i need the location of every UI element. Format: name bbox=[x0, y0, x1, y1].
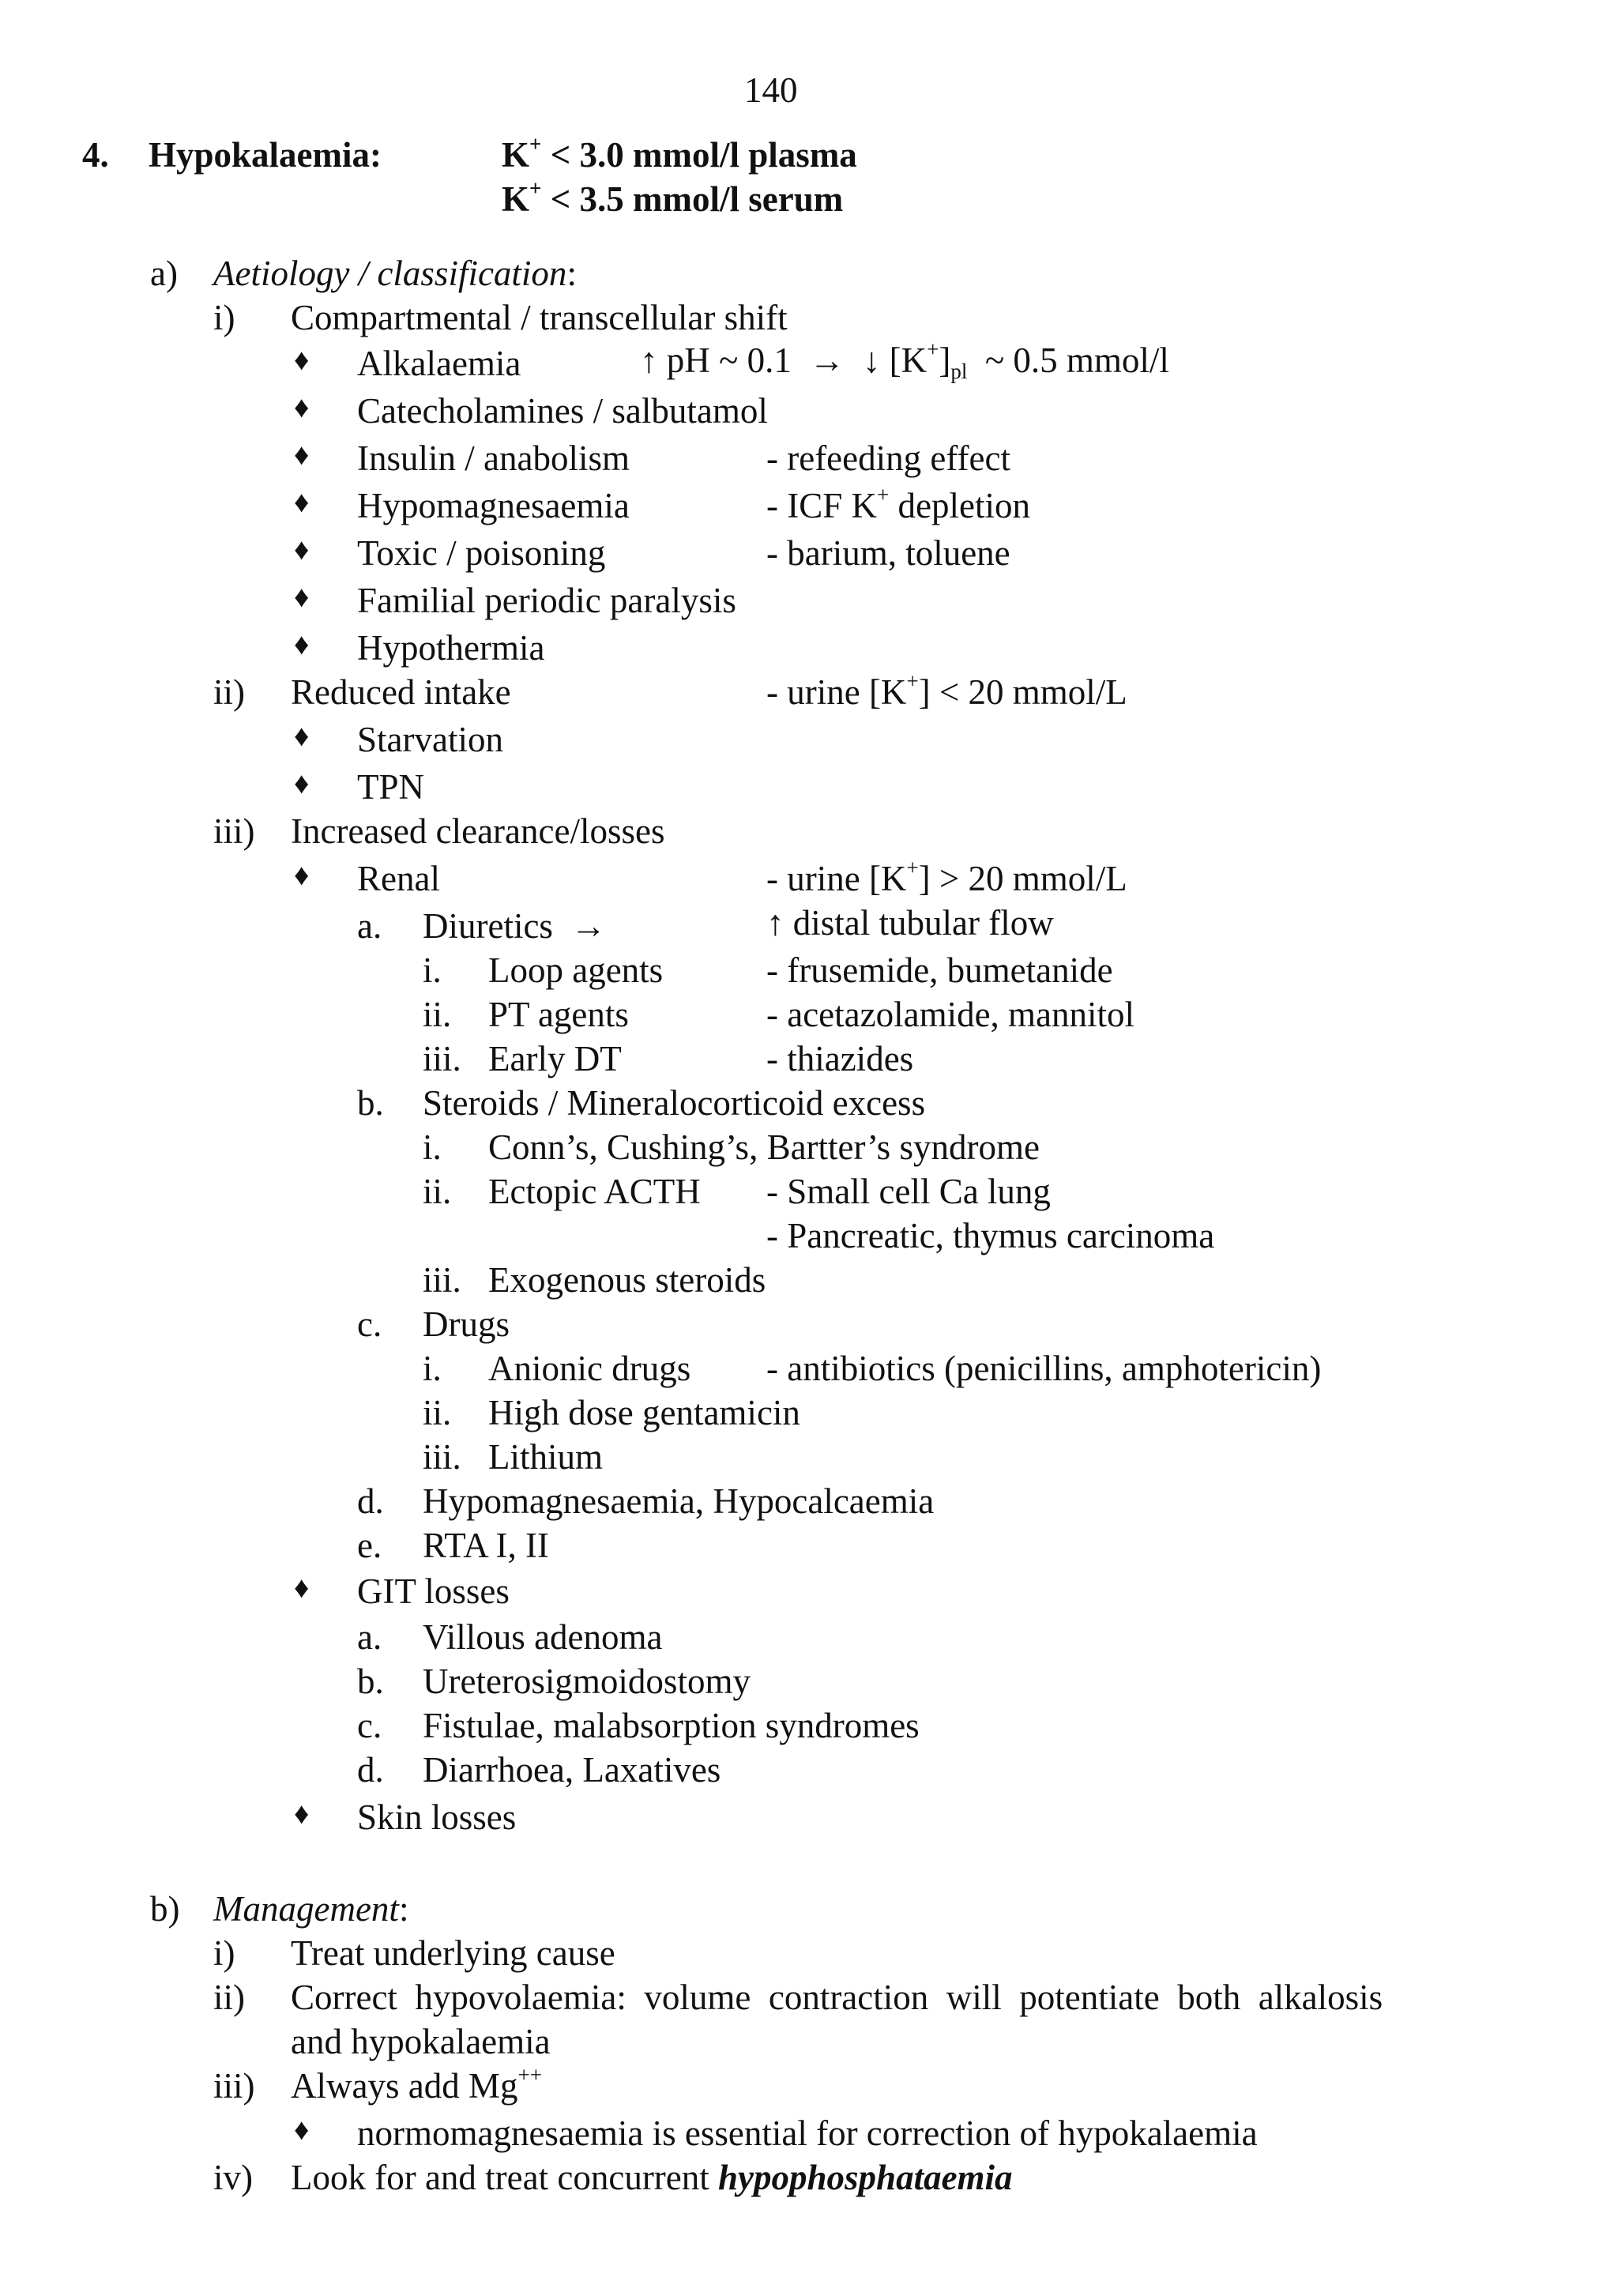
toxic-note: - barium, toluene bbox=[766, 533, 1010, 573]
down-arrow-icon: ↓ bbox=[862, 341, 881, 380]
list-marker: i. bbox=[423, 1349, 442, 1388]
marker-a-ii: ii) bbox=[213, 672, 245, 712]
marker-b-i: i) bbox=[213, 1933, 235, 1973]
list-marker: iii. bbox=[423, 1437, 461, 1477]
steroids-label: Steroids / Mineralocorticoid excess bbox=[423, 1083, 926, 1123]
anionic-drugs-note: - antibiotics (penicillins, amphotericin) bbox=[766, 1349, 1322, 1388]
list-marker: ii. bbox=[423, 995, 452, 1034]
reduced-intake-note: - urine [K+] < 20 mmol/L bbox=[766, 668, 1127, 712]
list-item: Starvation bbox=[357, 720, 503, 759]
marker-a-iii: iii) bbox=[213, 811, 255, 851]
renal-label: Renal bbox=[357, 859, 440, 898]
skin-losses: Skin losses bbox=[357, 1797, 517, 1837]
serum-threshold: K+ < 3.5 mmol/l serum bbox=[502, 175, 844, 219]
diuretics-note: ↑ distal tubular flow bbox=[766, 903, 1054, 943]
insulin-label: Insulin / anabolism bbox=[357, 438, 630, 478]
list-marker: b. bbox=[357, 1662, 384, 1701]
ectopic-acth-note-1: - Small cell Ca lung bbox=[766, 1172, 1051, 1211]
bullet-icon: ♦ bbox=[294, 1571, 310, 1605]
loop-agents-note: - frusemide, bumetanide bbox=[766, 950, 1113, 990]
list-marker: d. bbox=[357, 1750, 384, 1790]
insulin-note: - refeeding effect bbox=[766, 438, 1010, 478]
ureterosigmoidostomy: Ureterosigmoidostomy bbox=[423, 1662, 751, 1701]
bullet-icon: ♦ bbox=[294, 859, 310, 892]
increased-clearance: Increased clearance/losses bbox=[291, 811, 665, 851]
compartmental-shift: Compartmental / transcellular shift bbox=[291, 298, 788, 337]
page-number: 140 bbox=[744, 70, 798, 110]
marker-rta: e. bbox=[357, 1526, 382, 1565]
alkalaemia-label: Alkalaemia bbox=[357, 344, 521, 383]
renal-note: - urine [K+] > 20 mmol/L bbox=[766, 855, 1127, 898]
rta: RTA I, II bbox=[423, 1526, 549, 1565]
ectopic-acth-note-2: - Pancreatic, thymus carcinoma bbox=[766, 1216, 1215, 1255]
exogenous-steroids: Exogenous steroids bbox=[488, 1260, 766, 1300]
section-number: 4. bbox=[82, 135, 109, 175]
marker-b-iii: iii) bbox=[213, 2066, 255, 2106]
bullet-icon: ♦ bbox=[294, 2113, 310, 2147]
pt-agents-label: PT agents bbox=[488, 995, 629, 1034]
bullet-icon: ♦ bbox=[294, 1797, 310, 1831]
hypothermia: Hypothermia bbox=[357, 628, 545, 668]
bullet-icon: ♦ bbox=[294, 720, 310, 753]
correct-hypovolaemia-line1: Correct hypovolaemia: volume contraction will potentiate both alkalosis bbox=[291, 1978, 1383, 2017]
section-title: Hypokalaemia: bbox=[149, 135, 382, 175]
familial-periodic-paralysis: Familial periodic paralysis bbox=[357, 581, 736, 620]
up-arrow-icon: ↑ bbox=[766, 903, 785, 943]
drugs-label: Drugs bbox=[423, 1304, 510, 1344]
alkalaemia-effect: ↑ pH ~ 0.1 → ↓ $[K^+]_{pl}$ ~ 0.5 mmol/l bbox=[640, 337, 1169, 384]
reduced-intake: Reduced intake bbox=[291, 672, 511, 712]
diarrhoea-laxatives: Diarrhoea, Laxatives bbox=[423, 1750, 721, 1790]
subsection-b-marker: b) bbox=[150, 1889, 180, 1929]
right-arrow-icon: → bbox=[809, 341, 845, 380]
marker-b-ii: ii) bbox=[213, 1978, 245, 2017]
up-arrow-icon: ↑ bbox=[640, 341, 658, 380]
conn-cushing-bartter: Conn’s, Cushing’s, Bartter’s syndrome bbox=[488, 1127, 1040, 1167]
aetiology-heading: Aetiology / classification: bbox=[213, 254, 577, 293]
villous-adenoma: Villous adenoma bbox=[423, 1617, 663, 1657]
list-marker: i. bbox=[423, 1127, 442, 1167]
marker-b-iv: iv) bbox=[213, 2158, 253, 2197]
plasma-threshold: K+ < 3.0 mmol/l plasma bbox=[502, 131, 857, 175]
subsection-a-marker: a) bbox=[150, 254, 178, 293]
list-marker: iii. bbox=[423, 1039, 461, 1078]
git-losses: GIT losses bbox=[357, 1571, 510, 1611]
bullet-icon: ♦ bbox=[294, 438, 310, 472]
marker-steroids: b. bbox=[357, 1083, 384, 1123]
bullet-icon: ♦ bbox=[294, 533, 310, 566]
correct-hypovolaemia-line2: and hypokalaemia bbox=[291, 2022, 551, 2061]
marker-a-i: i) bbox=[213, 298, 235, 337]
list-marker: a. bbox=[357, 1617, 382, 1657]
bullet-icon: ♦ bbox=[294, 628, 310, 661]
hypomagnesaemia-note: - ICF K+ depletion bbox=[766, 482, 1030, 525]
bullet-icon: ♦ bbox=[294, 767, 310, 800]
list-marker: ii. bbox=[423, 1393, 452, 1432]
ectopic-acth-label: Ectopic ACTH bbox=[488, 1172, 701, 1211]
hypomag-hypocalc: Hypomagnesaemia, Hypocalcaemia bbox=[423, 1481, 935, 1521]
loop-agents-label: Loop agents bbox=[488, 950, 664, 990]
bullet-icon: ♦ bbox=[294, 486, 310, 519]
bullet-icon: ♦ bbox=[294, 581, 310, 614]
list-marker: iii. bbox=[423, 1260, 461, 1300]
catecholamines: Catecholamines / salbutamol bbox=[357, 391, 768, 431]
treat-hypophosphataemia: Look for and treat concurrent hypophosphataemia bbox=[291, 2158, 1013, 2197]
always-add-mg: Always add Mg++ bbox=[291, 2062, 542, 2106]
list-marker: c. bbox=[357, 1706, 382, 1745]
marker-hypomag: d. bbox=[357, 1481, 384, 1521]
normomagnesaemia-note: normomagnesaemia is essential for correction of hypokalaemia bbox=[357, 2113, 1258, 2153]
bullet-icon: ♦ bbox=[294, 391, 310, 424]
early-dt-note: - thiazides bbox=[766, 1039, 914, 1078]
marker-diuretics: a. bbox=[357, 906, 382, 946]
high-dose-gentamicin: High dose gentamicin bbox=[488, 1393, 800, 1432]
treat-underlying-cause: Treat underlying cause bbox=[291, 1933, 615, 1973]
list-marker: ii. bbox=[423, 1172, 452, 1211]
marker-drugs: c. bbox=[357, 1304, 382, 1344]
early-dt-label: Early DT bbox=[488, 1039, 622, 1078]
fistulae-malabsorption: Fistulae, malabsorption syndromes bbox=[423, 1706, 920, 1745]
toxic-label: Toxic / poisoning bbox=[357, 533, 606, 573]
diuretics-label: Diuretics → bbox=[423, 906, 607, 946]
right-arrow-icon: → bbox=[570, 906, 607, 946]
bullet-icon: ♦ bbox=[294, 344, 310, 377]
anionic-drugs-label: Anionic drugs bbox=[488, 1349, 691, 1388]
pt-agents-note: - acetazolamide, mannitol bbox=[766, 995, 1135, 1034]
management-heading: Management: bbox=[213, 1889, 409, 1929]
list-item: TPN bbox=[357, 767, 425, 807]
hypomagnesaemia-label: Hypomagnesaemia bbox=[357, 486, 630, 525]
lithium: Lithium bbox=[488, 1437, 603, 1477]
list-marker: i. bbox=[423, 950, 442, 990]
